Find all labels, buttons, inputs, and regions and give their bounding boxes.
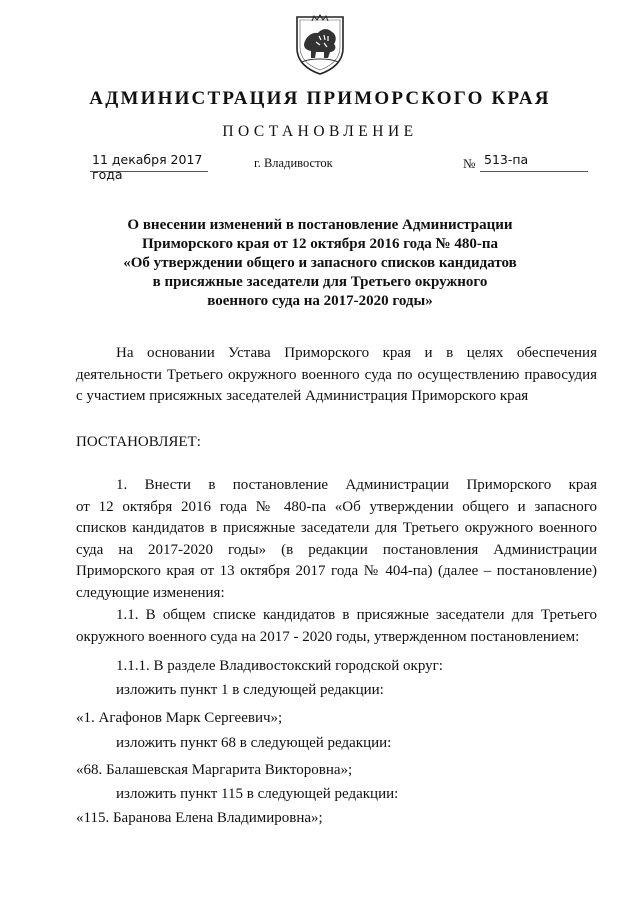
resolves-heading xyxy=(76,432,597,454)
item-1-1-line: окружного военного суда на 2017 - 2020 годы, утвержденном постановлением: xyxy=(76,628,580,645)
item-1-line: следующие изменения: xyxy=(76,584,225,601)
preamble-line: На основании Устава Приморского края и в целях обеспечения xyxy=(116,345,597,361)
edit-entry-text: «1. Агафонов Марк Сергеевич»; xyxy=(76,710,283,726)
subject-line: в присяжные заседатели для Третьего окружного xyxy=(152,274,488,290)
decree-date: 11 декабря 2017 года xyxy=(92,152,203,182)
item-1-line: суда на 2017-2020 годы» (в редакции постановления Администрации xyxy=(76,541,597,558)
item-1-1 xyxy=(76,605,597,648)
item-1-1-1-text: 1.1.1. В разделе Владивостокский городской округ: xyxy=(116,658,443,674)
item-1-line: списков кандидатов в присяжные заседатели для Третьего окружного военного xyxy=(76,520,597,536)
edit-instruction xyxy=(76,784,597,806)
item-1-line: 1. Внести в постановление Администрации Приморского края xyxy=(116,477,597,493)
preamble-line: деятельности Третьего окружного военного суда по осуществлению правосудия xyxy=(76,366,597,383)
edit-entry xyxy=(76,760,597,782)
item-1-line: Приморского края от 13 октября 2017 года № 404-па) (далее – постановление) xyxy=(76,563,597,579)
date-underline xyxy=(90,171,208,172)
document-type: ПОСТАНОВЛЕНИЕ xyxy=(222,123,418,140)
number-label: № xyxy=(463,156,476,171)
edit-instruction-text: изложить пункт 1 в следующей редакции: xyxy=(116,682,384,698)
subject-line: «Об утверждении общего и запасного списков кандидатов xyxy=(123,255,517,271)
decree-subject xyxy=(100,216,540,311)
edit-instruction xyxy=(76,733,597,755)
subject-line: О внесении изменений в постановление Администрации xyxy=(127,217,513,233)
organization-title: АДМИНИСТРАЦИЯ ПРИМОРСКОГО КРАЯ xyxy=(89,88,551,109)
primorsky-krai-coat-of-arms-icon xyxy=(294,14,346,76)
resolves-text: ПОСТАНОВЛЯЕТ: xyxy=(76,434,201,450)
decree-number: 513-па xyxy=(484,152,529,167)
edit-instruction xyxy=(76,680,597,702)
item-1-1-line: 1.1. В общем списке кандидатов в присяжные заседатели для Третьего xyxy=(116,607,597,623)
edit-entry-text: «115. Баранова Елена Владимировна»; xyxy=(76,810,323,826)
preamble xyxy=(76,343,597,408)
subject-line: военного суда на 2017-2020 годы» xyxy=(207,293,433,309)
edit-entry-text: «68. Балашевская Маргарита Викторовна»; xyxy=(76,762,353,778)
city: г. Владивосток xyxy=(254,156,333,170)
number-underline xyxy=(480,171,588,172)
subject-line: Приморского края от 12 октября 2016 года № 480-па xyxy=(141,236,498,252)
item-1-1-1 xyxy=(76,656,597,678)
item-1 xyxy=(76,475,597,604)
edit-instruction-text: изложить пункт 68 в следующей редакции: xyxy=(116,735,392,751)
edit-instruction-text: изложить пункт 115 в следующей редакции: xyxy=(116,786,399,802)
preamble-line: с участием присяжных заседателей Администрация Приморского края xyxy=(76,388,529,404)
edit-entry xyxy=(76,808,597,830)
edit-entry xyxy=(76,708,597,730)
item-1-line: от 12 октября 2016 года № 480-па «Об утверждении общего и запасного xyxy=(76,498,597,515)
